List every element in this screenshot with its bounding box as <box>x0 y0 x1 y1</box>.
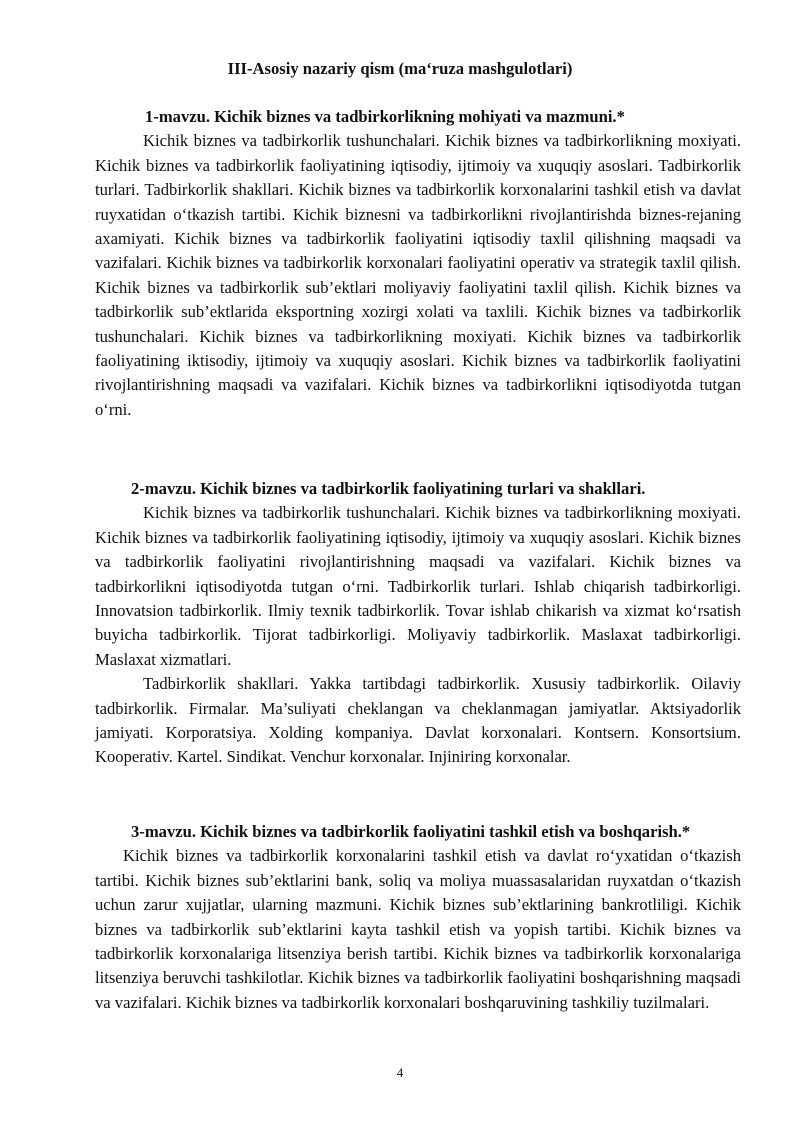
topic-3 <box>95 820 741 1015</box>
topic-1-paragraph-1: Kichik biznes va tadbirkorlik tushunchalari. Kichik biznes va tadbirkorlikning moxiyati. Kichik biznes va tadbirkorlik faoliyatining iqtisodiy, ijtimoiy va xuquqiy asoslari. Tadbirkorlik turlari. Tadbirkorlik shakllari. Kichik biznes va tadbirkorlik korxonalarini tashkil etish va davlat ruyxatidan o‘tkazish tartibi. Kichik biznesni va tadbirkorlikni rivojlantirishda biznes-rejaning axamiyati. Kichik biznes va tadbirkorlik faoliyatini iqtisodiy taxlil qilishning maqsadi va vazifalari. Kichik biznes va tadbirkorlik korxonalari faoliyatini operativ va strategik taxlil qilish. Kichik biznes va tadbirkorlik sub’ektlari moliyaviy faoliyatini taxlil qilish. Kichik biznes va tadbirkorlik sub’ektlarida eksportning xozirgi xolati va taxlili. Kichik biznes va tadbirkorlik tushunchalari. Kichik biznes va tadbirkorlikning moxiyati. Kichik biznes va tadbirkorlik faoliyatining iktisodiy, ijtimoiy va xuquqiy asoslari. Kichik biznes va tadbirkorlik faoliyatini rivojlantirishning maqsadi va vazifalari. Kichik biznes va tadbirkorlikni iqtisodiyotda tutgan o‘rni. <box>95 131 741 419</box>
topic-2-title: 2-mavzu. Kichik biznes va tadbirkorlik faoliyatining turlari va shakllari. <box>131 479 646 498</box>
page-number: 4 <box>396 1065 404 1080</box>
topic-2 <box>95 477 741 770</box>
section-heading: III-Asosiy nazariy qism (ma‘ruza mashgulotlari) <box>227 59 573 78</box>
topic-1-title: 1-mavzu. Kichik biznes va tadbirkorlikning mohiyati va mazmuni.* <box>145 107 625 126</box>
topic-2-paragraph-1: Kichik biznes va tadbirkorlik tushunchalari. Kichik biznes va tadbirkorlikning moxiyati. Kichik biznes va tadbirkorlik faoliyatining iqtisodiy, ijtimoiy va xuquqiy asoslari. Kichik biznes va tadbirkorlik faoliyatini rivojlantirishning maqsadi va vazifalari. Kichik biznes va tadbirkorlikni iqtisodiyotda tutgan o‘rni. Tadbirkorlik turlari. Ishlab chiqarish tadbirkorligi. Innovatsion tadbirkorlik. Ilmiy texnik tadbirkorlik. Tovar ishlab chikarish va xizmat ko‘rsatish buyicha tadbirkorlik. Tijorat tadbirkorligi. Moliyaviy tadbirkorlik. Maslaxat tadbirkorligi. Maslaxat xizmatlari. <box>95 503 741 669</box>
topic-2-paragraph-2: Tadbirkorlik shakllari. Yakka tartibdagi tadbirkorlik. Xususiy tadbirkorlik. Oilaviy tadbirkorlik. Firmalar. Ma’suliyati cheklangan va cheklanmagan jamiyatlar. Aktsiyadorlik jamiyati. Korporatsiya. Xolding kompaniya. Davlat korxonalari. Kontsern. Konsortsium. Kooperativ. Kartel. Sindikat. Venchur korxonalar. Injiniring korxonalar. <box>95 674 741 767</box>
topic-3-title: 3-mavzu. Kichik biznes va tadbirkorlik faoliyatini tashkil etish va boshqarish.* <box>131 822 691 841</box>
topic-1 <box>95 105 741 422</box>
topic-3-paragraph-1: Kichik biznes va tadbirkorlik korxonalarini tashkil etish va davlat ro‘yxatidan o‘tkazish tartibi. Kichik biznes sub’ektlarini bank, soliq va moliya muassasalaridan ruyxatdan o‘tkazish uchun zarur xujjatlar, ularning mazmuni. Kichik biznes sub’ektlarining bankrotliligi. Kichik biznes va tadbirkorlik sub’ektlarini kayta tashkil etish va yopish tartibi. Kichik biznes va tadbirkorlik korxonalariga litsenziya berish tartibi. Kichik biznes va tadbirkorlik korxonalariga litsenziya beruvchi tashkilotlar. Kichik biznes va tadbirkorlik faoliyatini boshqarishning maqsadi va vazifalari. Kichik biznes va tadbirkorlik korxonalari boshqaruvining tashkiliy tuzilmalari. <box>95 846 741 1012</box>
